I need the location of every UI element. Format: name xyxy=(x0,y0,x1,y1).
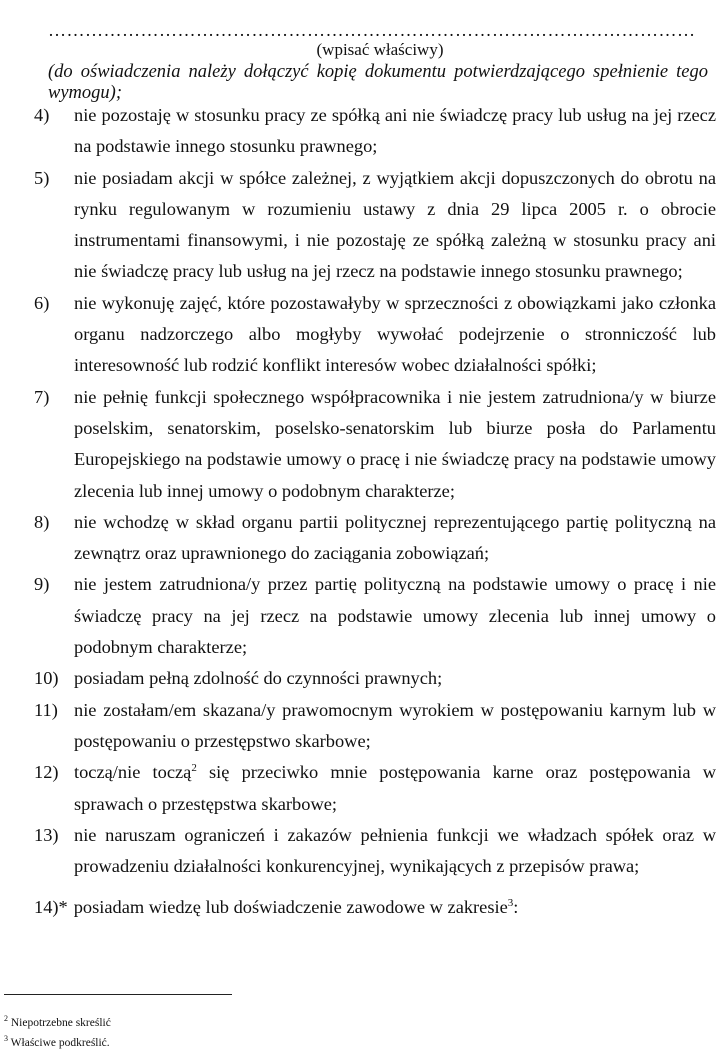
footnote-ref: 3 xyxy=(507,897,514,910)
item-text: nie zostałam/em skazana/y prawomocnym wyrokiem w postępowaniu karnym lub w postępowaniu o przestępstwo skarbowe; xyxy=(74,699,716,751)
declaration-list xyxy=(0,100,720,924)
item-number: 13) xyxy=(34,824,59,845)
list-item-14 xyxy=(0,892,720,923)
item-text: nie posiadam akcji w spółce zależnej, z wyjątkiem akcji dopuszczonych do obrotu na rynku regulowanym w rozumieniu ustawy z dnia 29 lipca 2005 r. o obrocie instrumentami finansowymi, i nie pozostaję ze spółką zależną w stosunku pracy ani nie świadczę pracy lub usług na jej rzecz na podstawie innego stosunku prawnego; xyxy=(74,167,716,282)
fill-in-dotted-line: …………………………………………………………………………………………… xyxy=(48,20,696,40)
list-item-13 xyxy=(0,820,720,883)
item-number: 12) xyxy=(34,762,59,783)
item-number: 9) xyxy=(34,574,50,595)
item-number: 6) xyxy=(34,292,50,313)
item-text xyxy=(74,757,716,820)
item-text-part: posiadam wiedzę lub doświadczenie zawodowe w zakresie xyxy=(73,897,508,918)
item-text xyxy=(74,892,519,923)
footnote-text: Właściwe podkreślić. xyxy=(10,1037,110,1049)
list-item xyxy=(0,569,720,663)
footnote-text: Niepotrzebne skreślić xyxy=(10,1017,111,1029)
item-text: nie jestem zatrudniona/y przez partię polityczną na podstawie umowy o pracę i nie świadczę pracy na jej rzecz na podstawie umowy zlecenia lub innej umowy o podobnym charakterze; xyxy=(74,574,716,658)
item-text: nie naruszam ograniczeń i zakazów pełnienia funkcji we władzach spółek oraz w prowadzeniu działalności konkurencyjnej, wynikających z przepisów prawa; xyxy=(74,824,716,877)
attachment-note: (do oświadczenia należy dołączyć kopię dokumentu potwierdzającego spełnienie tego wymogu); xyxy=(48,62,708,103)
item-number: 7) xyxy=(34,386,50,407)
item-number: 10) xyxy=(34,668,59,689)
item-text: nie pełnię funkcji społecznego współpracownika i nie jestem zatrudniona/y w biurze poselskim, senatorskim, poselsko-senatorskim lub biurze posła do Parlamentu Europejskiego na podstawie umowy o pracę i nie świadczę pracy na podstawie umowy zlecenia lub innej umowy o podobnym charakterze; xyxy=(74,386,716,501)
footnote-mark: 2 xyxy=(4,1014,8,1024)
item-number: 11) xyxy=(34,699,58,720)
item-number: 4) xyxy=(34,105,50,125)
item-number: 8) xyxy=(34,511,50,532)
item-text: nie wchodzę w skład organu partii politycznej reprezentującego partię polityczną na zewnątrz oraz uprawnionego do zaciągania zobowiązań; xyxy=(74,511,716,564)
item-number: 5) xyxy=(34,167,50,188)
item-text: posiadam pełną zdolność do czynności prawnych; xyxy=(74,668,443,689)
list-item-12 xyxy=(0,757,720,820)
item-text: nie pozostaję w stosunku pracy ze spółką ani nie świadczę pracy lub usług na jej rzecz na podstawie innego stosunku prawnego; xyxy=(74,105,716,157)
list-item xyxy=(0,163,720,288)
footnote-separator xyxy=(4,994,232,995)
fill-in-hint: (wpisać właściwy) xyxy=(316,40,444,59)
footnote xyxy=(4,1036,110,1050)
footnote-ref: 2 xyxy=(191,762,197,775)
footnote-mark: 3 xyxy=(4,1034,8,1044)
list-item xyxy=(0,507,720,570)
item-number: 14)* xyxy=(34,897,68,918)
list-item xyxy=(0,663,720,694)
item-text-part: się przeciwko mnie postępowania karne oraz postępowania w sprawach o przestępstwa skarbowe; xyxy=(74,762,716,814)
item-text-part: toczą/nie toczą xyxy=(74,762,192,783)
list-item xyxy=(0,100,720,163)
list-item xyxy=(0,288,720,382)
item-text-part: : xyxy=(513,897,519,918)
list-item xyxy=(0,695,720,758)
list-item xyxy=(0,382,720,507)
footnote xyxy=(4,1016,111,1030)
item-text: nie wykonuję zajęć, które pozostawałyby w sprzeczności z obowiązkami jako członka organu nadzorczego albo mogłyby wywołać podejrzenie o stronniczość lub interesowność lub rodzić konflikt interesów wobec działalności spółki; xyxy=(74,292,716,376)
